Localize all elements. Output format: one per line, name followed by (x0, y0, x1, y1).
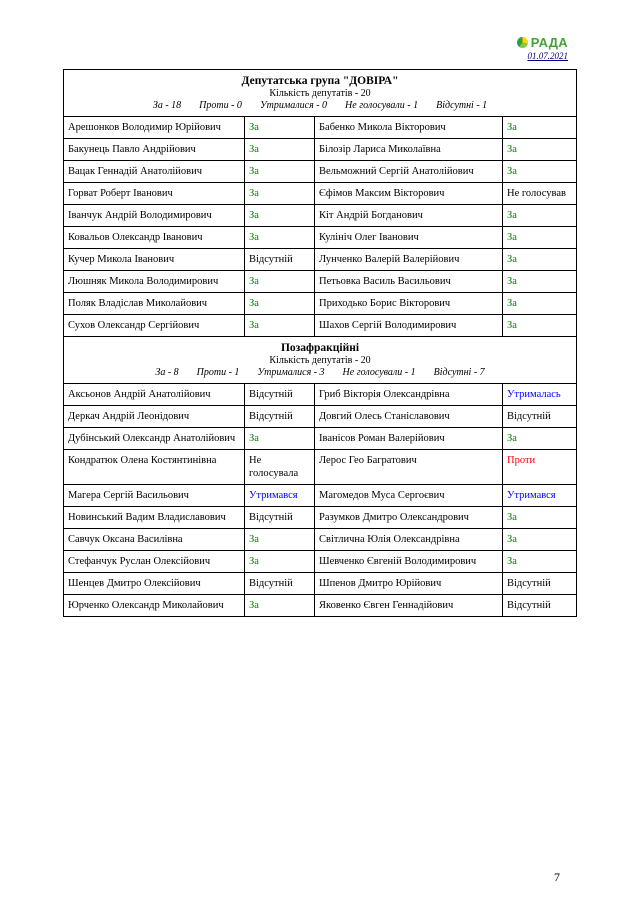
vote-cell: За (245, 293, 315, 315)
deputy-name-cell: Кулініч Олег Іванович (315, 227, 503, 249)
deputy-name-cell: Білозір Лариса Миколаївна (315, 139, 503, 161)
vote-summary (68, 367, 572, 379)
vote-cell: Не голосував (503, 183, 577, 205)
vote-cell: Відсутній (503, 573, 577, 595)
vote-cell: За (245, 595, 315, 617)
deputy-name-cell: Шевченко Євгеній Володимирович (315, 551, 503, 573)
deputies-count: Кількість депутатів - 20 (269, 88, 371, 99)
deputy-name-cell: Савчук Оксана Василівна (64, 529, 245, 551)
vote-cell: Проти (503, 450, 577, 485)
deputy-name-cell: Аксьонов Андрій Анатолійович (64, 384, 245, 406)
vote-cell: Утримався (503, 485, 577, 507)
page-number: 7 (554, 870, 560, 884)
vote-cell: За (503, 249, 577, 271)
vote-cell: За (245, 161, 315, 183)
table-title: Позафракційні (280, 342, 360, 354)
deputy-name-cell: Яковенко Євген Геннадійович (315, 595, 503, 617)
deputy-name-cell: Новинський Вадим Владиславович (64, 507, 245, 529)
deputy-name-cell: Дубінський Олександр Анатолійович (64, 428, 245, 450)
table-header-cell (64, 337, 577, 384)
table-row (64, 315, 577, 337)
vote-cell: За (503, 227, 577, 249)
summary-item: Утрималися - 0 (259, 100, 328, 111)
table-row (64, 384, 577, 406)
table-row (64, 595, 577, 617)
deputy-name-cell: Лерос Гео Багратович (315, 450, 503, 485)
table-header-cell (64, 70, 577, 117)
vote-table (63, 336, 577, 617)
table-row (64, 139, 577, 161)
deputy-name-cell: Арешонков Володимир Юрійович (64, 117, 245, 139)
deputy-name-cell: Люшняк Микола Володимирович (64, 271, 245, 293)
vote-cell: За (245, 529, 315, 551)
rada-logo-icon (517, 37, 528, 48)
deputy-name-cell: Кондратюк Олена Костянтинівна (64, 450, 245, 485)
summary-item: Не голосували - 1 (342, 367, 416, 378)
rada-logo-row (517, 35, 568, 50)
deputy-name-cell: Світлична Юлія Олександрівна (315, 529, 503, 551)
summary-item: За - 8 (155, 367, 179, 378)
table-row (64, 406, 577, 428)
rada-logo (517, 35, 568, 61)
vote-cell: Відсутній (245, 384, 315, 406)
deputy-name-cell: Ковальов Олександр Іванович (64, 227, 245, 249)
deputy-name-cell: Бакунець Павло Андрійович (64, 139, 245, 161)
deputy-name-cell: Іванісов Роман Валерійович (315, 428, 503, 450)
summary-item: За - 18 (152, 100, 182, 111)
deputy-name-cell: Довгий Олесь Станіславович (315, 406, 503, 428)
summary-item: Проти - 1 (196, 367, 240, 378)
vote-summary (68, 100, 572, 112)
table-title: Депутатська група "ДОВІРА" (241, 75, 399, 87)
vote-cell: Відсутній (503, 406, 577, 428)
vote-cell: Утрималась (503, 384, 577, 406)
vote-cell: За (503, 161, 577, 183)
table-row (64, 450, 577, 485)
deputy-name-cell: Деркач Андрій Леонідович (64, 406, 245, 428)
table-header-row (64, 337, 577, 384)
table-row (64, 117, 577, 139)
deputy-name-cell: Разумков Дмитро Олександрович (315, 507, 503, 529)
table-row (64, 428, 577, 450)
summary-item: Проти - 0 (199, 100, 242, 111)
table-row (64, 271, 577, 293)
deputy-name-cell: Петьовка Василь Васильович (315, 271, 503, 293)
vote-cell: За (503, 529, 577, 551)
table-row (64, 485, 577, 507)
deputy-name-cell: Юрченко Олександр Миколайович (64, 595, 245, 617)
deputy-name-cell: Сухов Олександр Сергійович (64, 315, 245, 337)
deputies-count: Кількість депутатів - 20 (269, 355, 371, 366)
vote-cell: За (245, 315, 315, 337)
vote-cell: За (503, 293, 577, 315)
vote-cell: Відсутній (245, 406, 315, 428)
vote-cell: За (503, 507, 577, 529)
deputy-name-cell: Бабенко Микола Вікторович (315, 117, 503, 139)
vote-cell: За (503, 117, 577, 139)
vote-cell: За (245, 271, 315, 293)
summary-item: Утрималися - 3 (257, 367, 325, 378)
vote-cell: За (245, 139, 315, 161)
deputy-name-cell: Стефанчук Руслан Олексійович (64, 551, 245, 573)
summary-item: Відсутні - 1 (436, 100, 488, 111)
deputy-name-cell: Вацак Геннадій Анатолійович (64, 161, 245, 183)
deputy-name-cell: Кучер Микола Іванович (64, 249, 245, 271)
vote-cell: За (503, 205, 577, 227)
vote-cell: Утримався (245, 485, 315, 507)
deputy-name-cell: Шенцев Дмитро Олексійович (64, 573, 245, 595)
vote-cell: За (245, 227, 315, 249)
vote-cell: Відсутній (503, 595, 577, 617)
table-row (64, 507, 577, 529)
deputy-name-cell: Кіт Андрій Богданович (315, 205, 503, 227)
vote-cell: Відсутній (245, 249, 315, 271)
deputy-name-cell: Єфімов Максим Вікторович (315, 183, 503, 205)
deputy-name-cell: Шахов Сергій Володимирович (315, 315, 503, 337)
table-row (64, 161, 577, 183)
rada-logo-text: РАДА (530, 35, 568, 50)
deputy-name-cell: Магера Сергій Васильович (64, 485, 245, 507)
deputy-name-cell: Гриб Вікторія Олександрівна (315, 384, 503, 406)
vote-cell: Не голосувала (245, 450, 315, 485)
vote-cell: За (503, 139, 577, 161)
deputy-name-cell: Вельможний Сергій Анатолійович (315, 161, 503, 183)
deputy-name-cell: Поляк Владіслав Миколайович (64, 293, 245, 315)
vote-cell: За (503, 271, 577, 293)
table-row (64, 293, 577, 315)
table-row (64, 551, 577, 573)
vote-cell: За (245, 551, 315, 573)
deputy-name-cell: Магомедов Муса Сергоєвич (315, 485, 503, 507)
summary-item: Не голосували - 1 (345, 100, 419, 111)
vote-cell: За (245, 205, 315, 227)
table-row (64, 227, 577, 249)
tables-container (63, 70, 576, 617)
vote-cell: За (503, 315, 577, 337)
deputy-name-cell: Іванчук Андрій Володимирович (64, 205, 245, 227)
table-row (64, 249, 577, 271)
vote-cell: За (245, 117, 315, 139)
document-date: 01.07.2021 (527, 51, 568, 61)
summary-item: Відсутні - 7 (433, 367, 485, 378)
vote-cell: За (245, 183, 315, 205)
table-row (64, 205, 577, 227)
deputy-name-cell: Шпенов Дмитро Юрійович (315, 573, 503, 595)
vote-cell: Відсутній (245, 573, 315, 595)
vote-cell: За (503, 428, 577, 450)
vote-table (63, 69, 577, 337)
vote-cell: За (245, 428, 315, 450)
table-row (64, 183, 577, 205)
table-row (64, 529, 577, 551)
deputy-name-cell: Лунченко Валерій Валерійович (315, 249, 503, 271)
table-header-row (64, 70, 577, 117)
table-row (64, 573, 577, 595)
deputy-name-cell: Горват Роберт Іванович (64, 183, 245, 205)
vote-cell: За (503, 551, 577, 573)
deputy-name-cell: Приходько Борис Вікторович (315, 293, 503, 315)
vote-cell: Відсутній (245, 507, 315, 529)
